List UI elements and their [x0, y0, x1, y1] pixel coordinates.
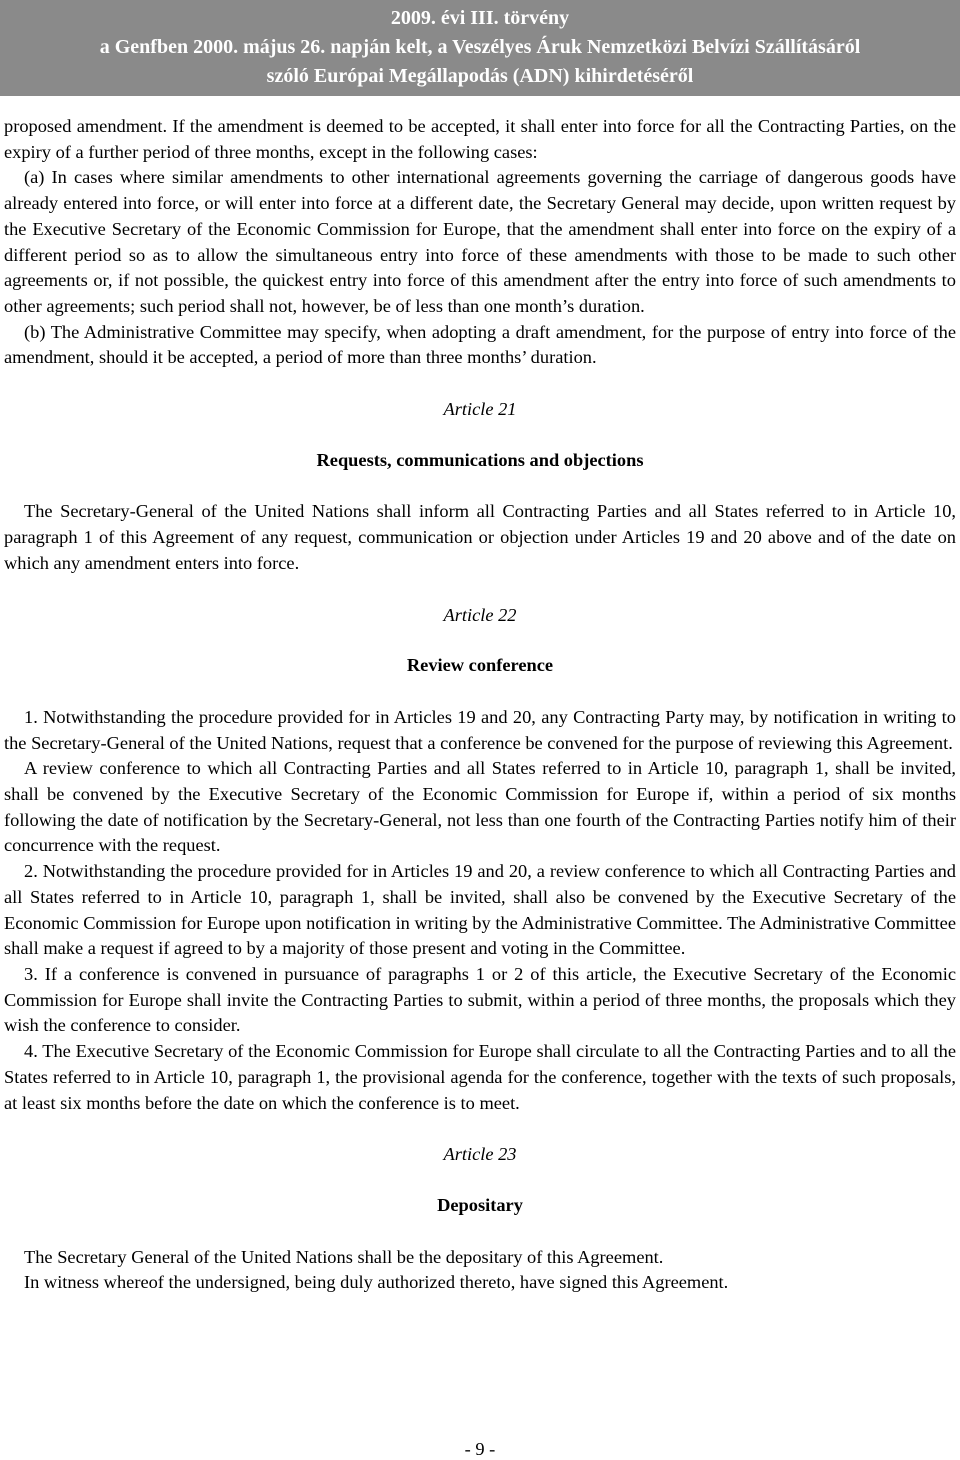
article-22-paragraph-1: 1. Notwithstanding the procedure provided for in Articles 19 and 20, any Contracting Party may, by notification in writing to the Secretary-General of the United Nations, request that a conference be convened for the purpose of reviewing this Agreement. [4, 706, 956, 753]
article-21-title: Requests, communications and objections [316, 449, 644, 470]
article-21-paragraph: The Secretary-General of the United Nations shall inform all Contracting Parties and all States referred to in Article 10, paragraph 1 of this Agreement of any request, communication or objection under Articles 19 and 20 above and of the date on which any amendment enters into force. [4, 501, 956, 573]
case-b-paragraph: (b) The Administrative Committee may specify, when adopting a draft amendment, for the purpose of entry into force of the amendment, should it be accepted, a period of more than three months’ duration. [4, 321, 956, 368]
article-22-label: Article 22 [443, 604, 517, 625]
document-header [0, 0, 960, 96]
article-22-paragraph-2: 2. Notwithstanding the procedure provided for in Articles 19 and 20, a review conference to which all Contracting Parties and all States referred to in Article 10, paragraph 1, shall be invited, shall also be convened by the Executive Secretary of the Economic Commission for Europe upon notification in writing by the Administrative Committee. The Administrative Committee shall make a request if agreed to by a majority of those present and voting in the Committee. [4, 861, 956, 959]
article-22-title: Review conference [406, 655, 554, 676]
article-22-paragraph-4: 4. The Executive Secretary of the Economic Commission for Europe shall circulate to all the Contracting Parties and to all the States referred to in Article 10, paragraph 1, the provisional agenda for the conference, together with the texts of such proposals, at least six months before the date on which the conference is to meet. [4, 1041, 956, 1113]
case-a-paragraph: (a) In cases where similar amendments to other international agreements governing the carriage of dangerous goods have already entered into force, or will enter into force at a different date, the Secretary General may decide, upon written request by the Executive Secretary of the Economic Commission for Europe, that the amendment shall enter into force on the expiry of a different period so as to allow the simultaneous entry into force of these amendments with those to be made to such other agreements or, if not possible, the quickest entry into force of this amendment after the entry into force of such amendments to other agreements; such period shall not, however, be of less than one month’s duration. [4, 167, 956, 316]
header-title-line-2: a Genfben 2000. május 26. napján kelt, a Veszélyes Áruk Nemzetközi Belvízi Szállításáról [99, 36, 861, 58]
article-22-paragraph-3: 3. If a conference is convened in pursuance of paragraphs 1 or 2 of this article, the Executive Secretary of the Economic Commission for Europe shall invite the Contracting Parties to submit, within a period of three months, the proposals which they wish the conference to consider. [4, 963, 956, 1036]
header-title-line-3: szóló Európai Megállapodás (ADN) kihirdetéséről [266, 65, 694, 87]
document-body [4, 114, 956, 1296]
article-23-paragraph-1: The Secretary General of the United Nations shall be the depositary of this Agreement. [24, 1246, 664, 1267]
article-21-label: Article 21 [443, 399, 517, 420]
article-23-label: Article 23 [443, 1144, 517, 1165]
page-number: - 9 - [464, 1439, 496, 1459]
article-22-paragraph-review: A review conference to which all Contracting Parties and all States referred to in Article 10, paragraph 1, shall be invited, shall be convened by the Executive Secretary of the Economic Commission for Europe if, within a period of six months following the date of notification by the Secretary-General, not less than one fourth of the Contracting Parties notify him of their concurrence with the request. [4, 758, 956, 856]
header-title-line-1: 2009. évi III. törvény [390, 7, 570, 29]
intro-paragraph: proposed amendment. If the amendment is deemed to be accepted, it shall enter into force for all the Contracting Parties, on the expiry of a further period of three months, except in the following cases: [4, 116, 956, 162]
article-23-title: Depositary [437, 1194, 523, 1215]
witness-clause: In witness whereof the undersigned, being duly authorized thereto, have signed this Agreement. [24, 1272, 729, 1293]
